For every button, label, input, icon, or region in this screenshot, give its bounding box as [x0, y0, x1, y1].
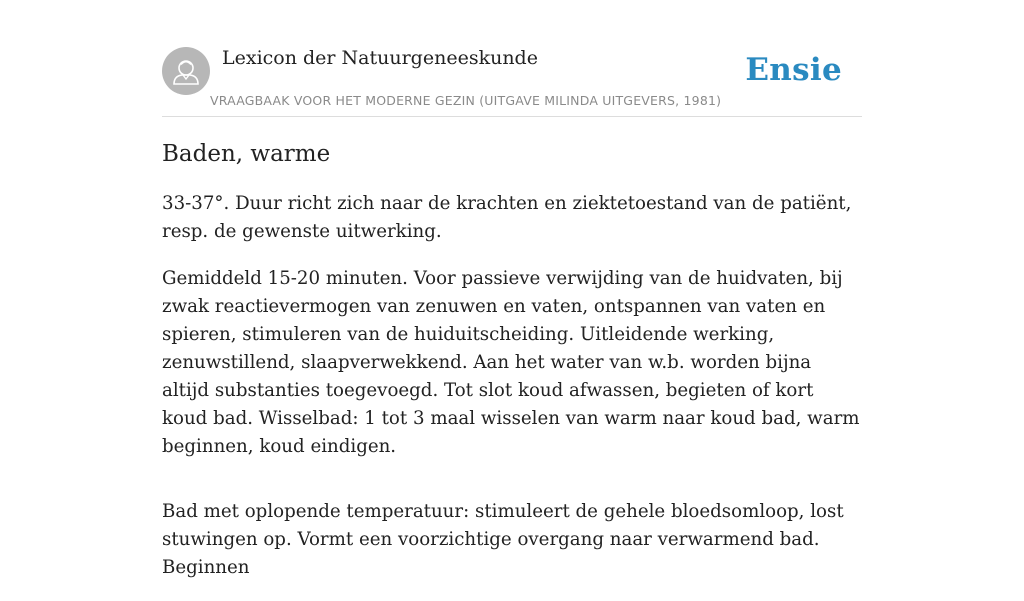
user-icon	[162, 47, 210, 95]
article-paragraph: 33-37°. Duur richt zich naar de krachten en ziektetoestand van de patiënt, resp. de gewenste uitwerking.	[162, 193, 852, 242]
source-header	[162, 42, 862, 117]
article	[162, 138, 862, 601]
ensie-logo[interactable]: Ensie	[745, 52, 842, 88]
article-paragraph: Bad met oplopende temperatuur: stimuleert de gehele bloedsomloop, lost stuwingen op. Vormt een voorzichtige overgang naar verwarmend bad. Beginnen	[162, 501, 844, 578]
avatar[interactable]	[162, 47, 210, 95]
source-subtitle: VRAAGBAAK VOOR HET MODERNE GEZIN (UITGAVE MILINDA UITGEVERS, 1981)	[210, 93, 722, 108]
article-title: Baden, warme	[162, 141, 331, 167]
source-title[interactable]: Lexicon der Natuurgeneeskunde	[222, 47, 538, 69]
article-paragraph: Gemiddeld 15-20 minuten. Voor passieve verwijding van de huidvaten, bij zwak reactievermogen van zenuwen en vaten, ontspannen van vaten en spieren, stimuleren van de huiduitscheiding. Uitleidende werking, zenuwstillend, slaapverwekkend. Aan het water van w.b. worden bijna altijd substanties toegevoegd. Tot slot koud afwassen, begieten of kort koud bad. Wisselbad: 1 tot 3 maal wisselen van warm naar koud bad, warm beginnen, koud eindigen.	[162, 268, 860, 457]
